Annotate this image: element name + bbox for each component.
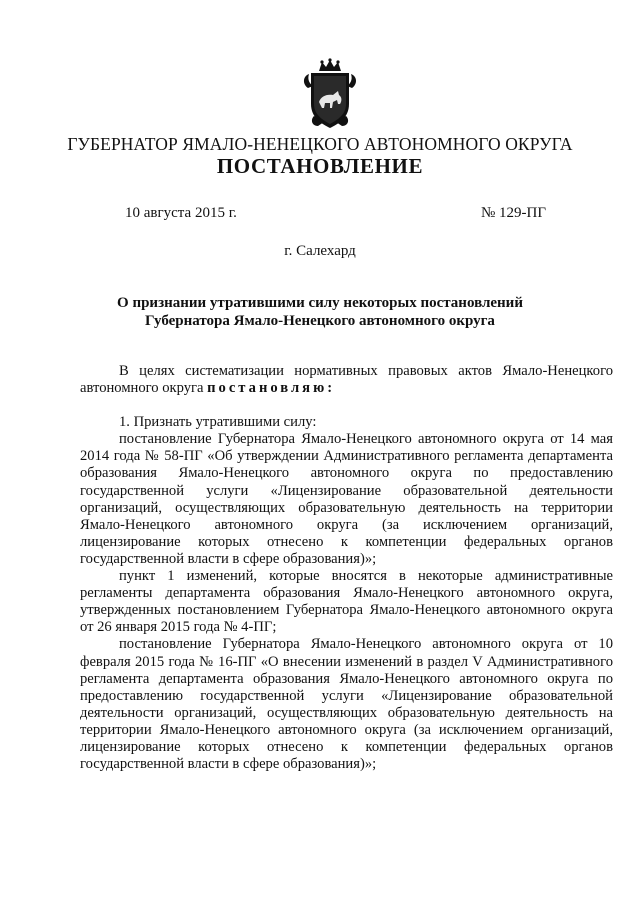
preamble-text: В целях систематизации нормативных правовых актов Ямало-Ненецкого автономного округа bbox=[80, 363, 613, 397]
title-line-2: Губернатора Ямало-Ненецкого автономного округа bbox=[145, 313, 495, 329]
decision-word: постановляю bbox=[207, 380, 328, 397]
title-line-1: О признании утратившими силу некоторых постановлений bbox=[117, 295, 523, 311]
preamble-paragraph bbox=[80, 363, 613, 397]
decision-colon: : bbox=[327, 380, 333, 397]
document-title bbox=[90, 294, 550, 330]
document-city: г. Салехард bbox=[284, 243, 356, 259]
body-paragraph-2: пункт 1 изменений, которые вносятся в некоторые административные регламенты департамента образования Ямало-Ненецкого автономного округа, утвержденных постановлением Губернатора Ямало-Ненецкого автономного округа от 26 января 2015 года № 4-ПГ; bbox=[80, 568, 613, 636]
body-paragraph-3: постановление Губернатора Ямало-Ненецкого автономного округа от 10 февраля 2015 года № 16-ПГ «О внесении изменений в раздел V Административного регламента департамента образования Ямало-Ненецкого автономного округа по предоставлению государственной услуги «Лицензирование образовательной деятельности организаций, осуществляющих образовательную деятельность на территории Ямало-Ненецкого автономного округа (за исключением организаций, лицензирование которых отнесено к компетенции федеральных органов государственной власти в сфере образования)»; bbox=[80, 636, 613, 773]
document-date: 10 августа 2015 г. bbox=[125, 205, 237, 221]
document-number: № 129-ПГ bbox=[481, 205, 547, 221]
item-1-heading: 1. Признать утратившими силу: bbox=[119, 414, 317, 431]
coat-of-arms-icon bbox=[300, 58, 360, 130]
body-paragraph-1: постановление Губернатора Ямало-Ненецкого автономного округа от 14 мая 2014 года № 58-ПГ «Об утверждении Административного регламента департамента образования Ямало-Ненецкого автономного округа по предоставлению государственной услуги «Лицензирование образовательной деятельности организаций, осуществляющих образовательную деятельность на территории Ямало-Ненецкого автономного округа (за исключением организаций, лицензирование которых отнесено к компетенции федеральных органов государственной власти в сфере образования)»; bbox=[80, 431, 613, 567]
issuing-authority: ГУБЕРНАТОР ЯМАЛО-НЕНЕЦКОГО АВТОНОМНОГО ОКРУГА bbox=[67, 134, 573, 154]
document-body bbox=[80, 363, 613, 773]
document-type: ПОСТАНОВЛЕНИЕ bbox=[216, 154, 424, 178]
